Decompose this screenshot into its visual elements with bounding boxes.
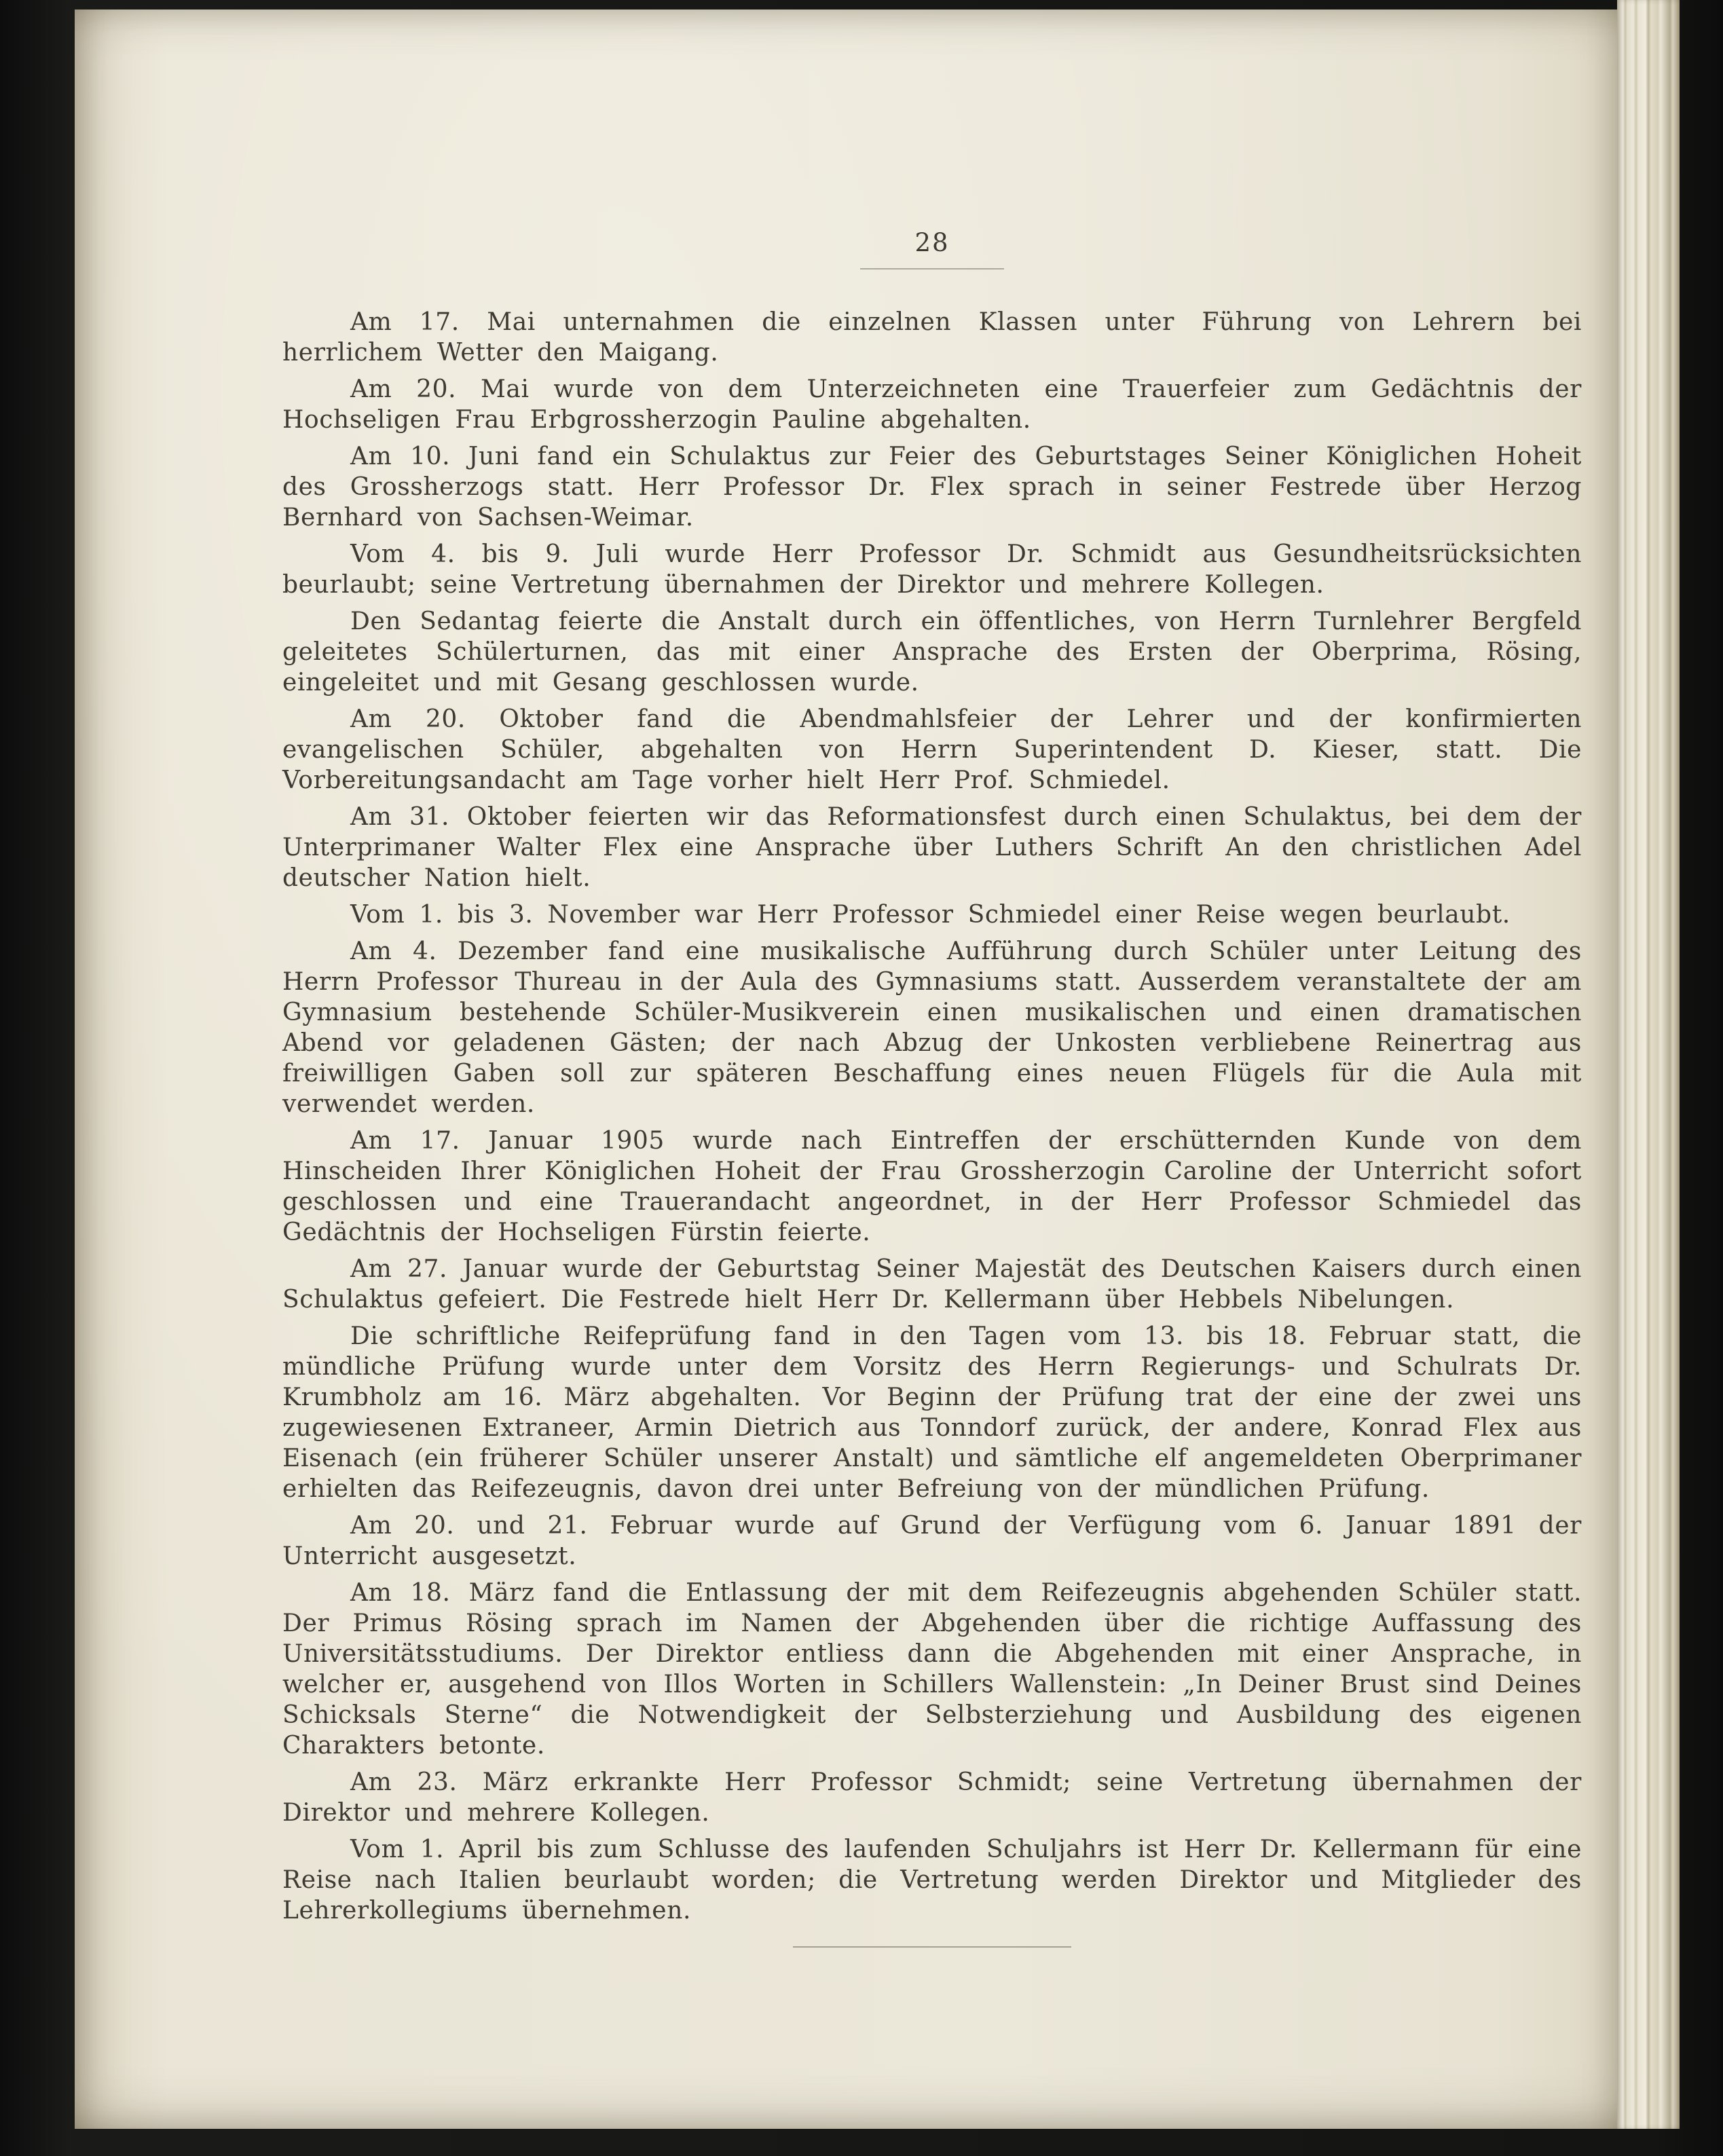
page-text	[282, 307, 1582, 1948]
page-number-rule	[860, 268, 1004, 270]
paragraph: Am 23. März erkrankte Herr Professor Schmidt; seine Vertretung übernahmen der Direktor und mehrere Kollegen.	[282, 1768, 1582, 1827]
paragraph: Den Sedantag feierte die Anstalt durch ein öffentliches, von Herrn Turnlehrer Bergfeld geleitetes Schülerturnen, das mit einer Ansprache des Ersten der Oberprima, Rösing, eingeleitet und mit Gesang geschlossen wurde.	[282, 608, 1582, 696]
end-of-section-rule	[793, 1946, 1071, 1948]
paragraph: Vom 1. bis 3. November war Herr Professor Schmiedel einer Reise wegen beurlaubt.	[350, 901, 1511, 929]
paragraph: Am 20. und 21. Februar wurde auf Grund der Verfügung vom 6. Januar 1891 der Unterricht ausgesetzt.	[282, 1512, 1582, 1570]
paragraph: Am 17. Januar 1905 wurde nach Eintreffen der erschütternden Kunde von dem Hinscheiden Ihrer Königlichen Hoheit der Frau Grossherzogin Caroline der Unterricht sofort geschlossen und eine Trauerandacht angeordnet, in der Herr Professor Schmiedel das Gedächtnis der Hochseligen Fürstin feierte.	[282, 1127, 1582, 1246]
paragraph: Am 4. Dezember fand eine musikalische Aufführung durch Schüler unter Leitung des Herrn Professor Thureau in der Aula des Gymnasiums statt. Ausserdem veranstaltete der am Gymnasium bestehende Schüler-Musikverein einen musikalischen und einen dramatischen Abend vor geladenen Gästen; der nach Abzug der Unkosten verbliebene Reinertrag aus freiwilligen Gaben soll zur späteren Beschaffung eines neuen Flügels für die Aula mit verwendet werden.	[282, 937, 1582, 1118]
paragraph: Vom 4. bis 9. Juli wurde Herr Professor Dr. Schmidt aus Gesundheitsrücksichten beurlaubt; seine Vertretung übernahmen der Direktor und mehrere Kollegen.	[282, 540, 1582, 599]
paragraph: Die schriftliche Reifeprüfung fand in den Tagen vom 13. bis 18. Februar statt, die mündliche Prüfung wurde unter dem Vorsitz des Herrn Regierungs- und Schulrats Dr. Krumbholz am 16. März abgehalten. Vor Beginn der Prüfung trat der eine der zwei uns zugewiesenen Extraneer, Armin Dietrich aus Tonndorf zurück, der andere, Konrad Flex aus Eisenach (ein früherer Schüler unserer Anstalt) und sämtliche elf angemeldeten Oberprimaner erhielten das Reifezeugnis, davon drei unter Befreiung von der mündlichen Prüfung.	[282, 1322, 1582, 1503]
scanned-page	[75, 10, 1617, 2129]
paragraph: Am 18. März fand die Entlassung der mit dem Reifezeugnis abgehenden Schüler statt. Der Primus Rösing sprach im Namen der Abgehenden über die richtige Auffassung des Universitätsstudiums. Der Direktor entliess dann die Abgehenden mit einer Ansprache, in welcher er, ausgehend von Illos Worten in Schillers Wallenstein: „In Deiner Brust sind Deines Schicksals Sterne“ die Notwendigkeit der Selbsterziehung und Ausbildung des eigenen Charakters betonte.	[282, 1579, 1582, 1760]
page-header	[282, 228, 1582, 270]
paragraph: Am 20. Mai wurde von dem Unterzeichneten eine Trauerfeier zum Gedächtnis der Hochseligen Frau Erbgrossherzogin Pauline abgehalten.	[282, 375, 1582, 434]
paragraph-list	[282, 307, 1582, 1926]
paragraph: Vom 1. April bis zum Schlusse des laufenden Schuljahrs ist Herr Dr. Kellermann für eine Reise nach Italien beurlaubt worden; die Vertretung werden Direktor und Mitglieder des Lehrerkollegiums übernehmen.	[282, 1836, 1582, 1925]
page-edge-stack	[1617, 0, 1680, 2129]
paragraph: Am 31. Oktober feierten wir das Reformationsfest durch einen Schulaktus, bei dem der Unterprimaner Walter Flex eine Ansprache über Luthers Schrift An den christlichen Adel deutscher Nation hielt.	[282, 803, 1582, 892]
paragraph: Am 17. Mai unternahmen die einzelnen Klassen unter Führung von Lehrern bei herrlichem Wetter den Maigang.	[282, 308, 1582, 367]
paragraph: Am 27. Januar wurde der Geburtstag Seiner Majestät des Deutschen Kaisers durch einen Schulaktus gefeiert. Die Festrede hielt Herr Dr. Kellermann über Hebbels Nibelungen.	[282, 1255, 1582, 1314]
paragraph: Am 10. Juni fand ein Schulaktus zur Feier des Geburtstages Seiner Königlichen Hoheit des Grossherzogs statt. Herr Professor Dr. Flex sprach in seiner Festrede über Herzog Bernhard von Sachsen-Weimar.	[282, 443, 1582, 532]
page-number: 28	[914, 228, 950, 257]
paragraph: Am 20. Oktober fand die Abendmahlsfeier der Lehrer und der konfirmierten evangelischen Schüler, abgehalten von Herrn Superintendent D. Kieser, statt. Die Vorbereitungsandacht am Tage vorher hielt Herr Prof. Schmiedel.	[282, 705, 1582, 794]
